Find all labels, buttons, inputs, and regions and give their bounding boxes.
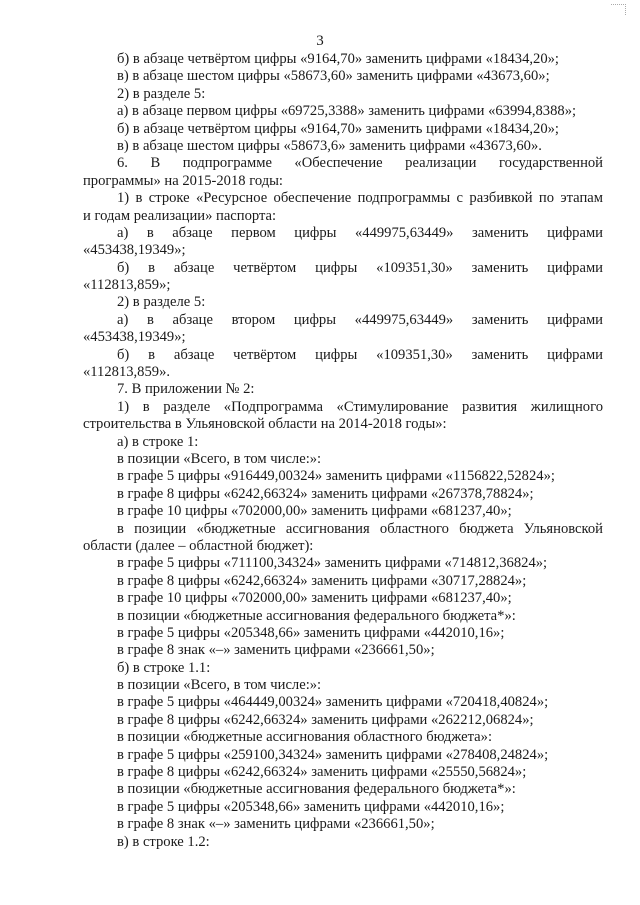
text-line: б) в абзаце четвёртом цифры «9164,70» заменить цифрами «18434,20»; — [117, 51, 559, 67]
text-line: а) в абзаце первом цифры «69725,3388» заменить цифрами «63994,8388»; — [117, 103, 577, 120]
text-line: в позиции «бюджетные ассигнования федерального бюджета*»: — [117, 781, 516, 798]
text-line: в графе 8 цифры «6242,66324» заменить цифрами «262212,06824»; — [117, 711, 534, 728]
text-line: в графе 5 цифры «711100,34324» заменить цифрами «714812,36824»; — [117, 555, 548, 572]
text-line: программы» на 2015-2018 годы: — [83, 172, 283, 189]
text-line: в позиции «Всего, в том числе:»: — [117, 450, 322, 467]
text-line: а) в абзаце первом цифры «449975,63449» заменить цифрами — [117, 224, 603, 241]
text-line: в графе 10 цифры «702000,00» заменить цифрами «681237,40»; — [117, 590, 512, 607]
text-line: а) в строке 1: — [117, 433, 199, 450]
document-body — [83, 51, 603, 851]
text-line: в графе 5 цифры «916449,00324» заменить цифрами «1156822,52824»; — [117, 468, 555, 485]
text-line: «453438,19349»; — [83, 329, 186, 346]
text-line: в графе 5 цифры «205348,66» заменить цифрами «442010,16»; — [117, 798, 505, 815]
text-line: в) в абзаце шестом цифры «58673,6» заменить цифрами «43673,60». — [117, 137, 542, 154]
text-line: 2) в разделе 5: — [117, 85, 206, 102]
text-line: «112813,859»; — [83, 277, 171, 294]
text-line: в позиции «Всего, в том числе:»: — [117, 677, 322, 694]
text-line: 6. В подпрограмме «Обеспечение реализации государственной — [117, 155, 603, 172]
text-line: «453438,19349»; — [83, 242, 186, 259]
text-line: 7. В приложении № 2: — [117, 381, 255, 398]
text-line: строительства в Ульяновской области на 2014-2018 годы»: — [83, 416, 447, 433]
text-line: «112813,859». — [83, 364, 171, 381]
text-line: б) в абзаце четвёртом цифры «9164,70» заменить цифрами «18434,20»; — [117, 120, 559, 137]
scan-corner-mark — [611, 4, 626, 15]
text-line: б) в абзаце четвёртом цифры «109351,30» заменить цифрами — [117, 259, 603, 276]
text-line: области (далее – областной бюджет): — [83, 537, 314, 554]
text-line: в позиции «бюджетные ассигнования федерального бюджета*»: — [117, 607, 516, 624]
text-line: в графе 5 цифры «205348,66» заменить цифрами «442010,16»; — [117, 624, 505, 641]
text-line: в графе 8 цифры «6242,66324» заменить цифрами «267378,78824»; — [117, 485, 534, 502]
text-line: 1) в разделе «Подпрограмма «Стимулирование развития жилищного — [117, 398, 603, 415]
text-line: в графе 8 цифры «6242,66324» заменить цифрами «25550,56824»; — [117, 764, 527, 781]
text-line: 1) в строке «Ресурсное обеспечение подпрограммы с разбивкой по этапам — [117, 190, 603, 207]
text-line: 2) в разделе 5: — [117, 294, 206, 311]
text-line: в позиции «бюджетные ассигнования областного бюджета Ульяновской — [117, 520, 603, 537]
text-line: в графе 5 цифры «259100,34324» заменить цифрами «278408,24824»; — [117, 746, 549, 763]
text-line: в графе 5 цифры «464449,00324» заменить цифрами «720418,40824»; — [117, 694, 549, 711]
text-line: а) в абзаце втором цифры «449975,63449» заменить цифрами — [117, 311, 603, 328]
text-line: и годам реализации» паспорта: — [83, 207, 277, 224]
text-line: в графе 10 цифры «702000,00» заменить цифрами «681237,40»; — [117, 503, 512, 520]
text-line: в) в абзаце шестом цифры «58673,60» заменить цифрами «43673,60»; — [117, 68, 550, 85]
page-number: 3 — [316, 33, 324, 49]
text-line: в графе 8 цифры «6242,66324» заменить цифрами «30717,28824»; — [117, 572, 527, 589]
text-line: б) в строке 1.1: — [117, 659, 211, 676]
text-line: в) в строке 1.2: — [117, 833, 210, 850]
text-line: б) в абзаце четвёртом цифры «109351,30» заменить цифрами — [117, 346, 603, 363]
text-line: в графе 8 знак «–» заменить цифрами «236661,50»; — [117, 642, 435, 659]
text-line: в графе 8 знак «–» заменить цифрами «236661,50»; — [117, 816, 435, 833]
text-line: в позиции «бюджетные ассигнования областного бюджета»: — [117, 729, 492, 746]
